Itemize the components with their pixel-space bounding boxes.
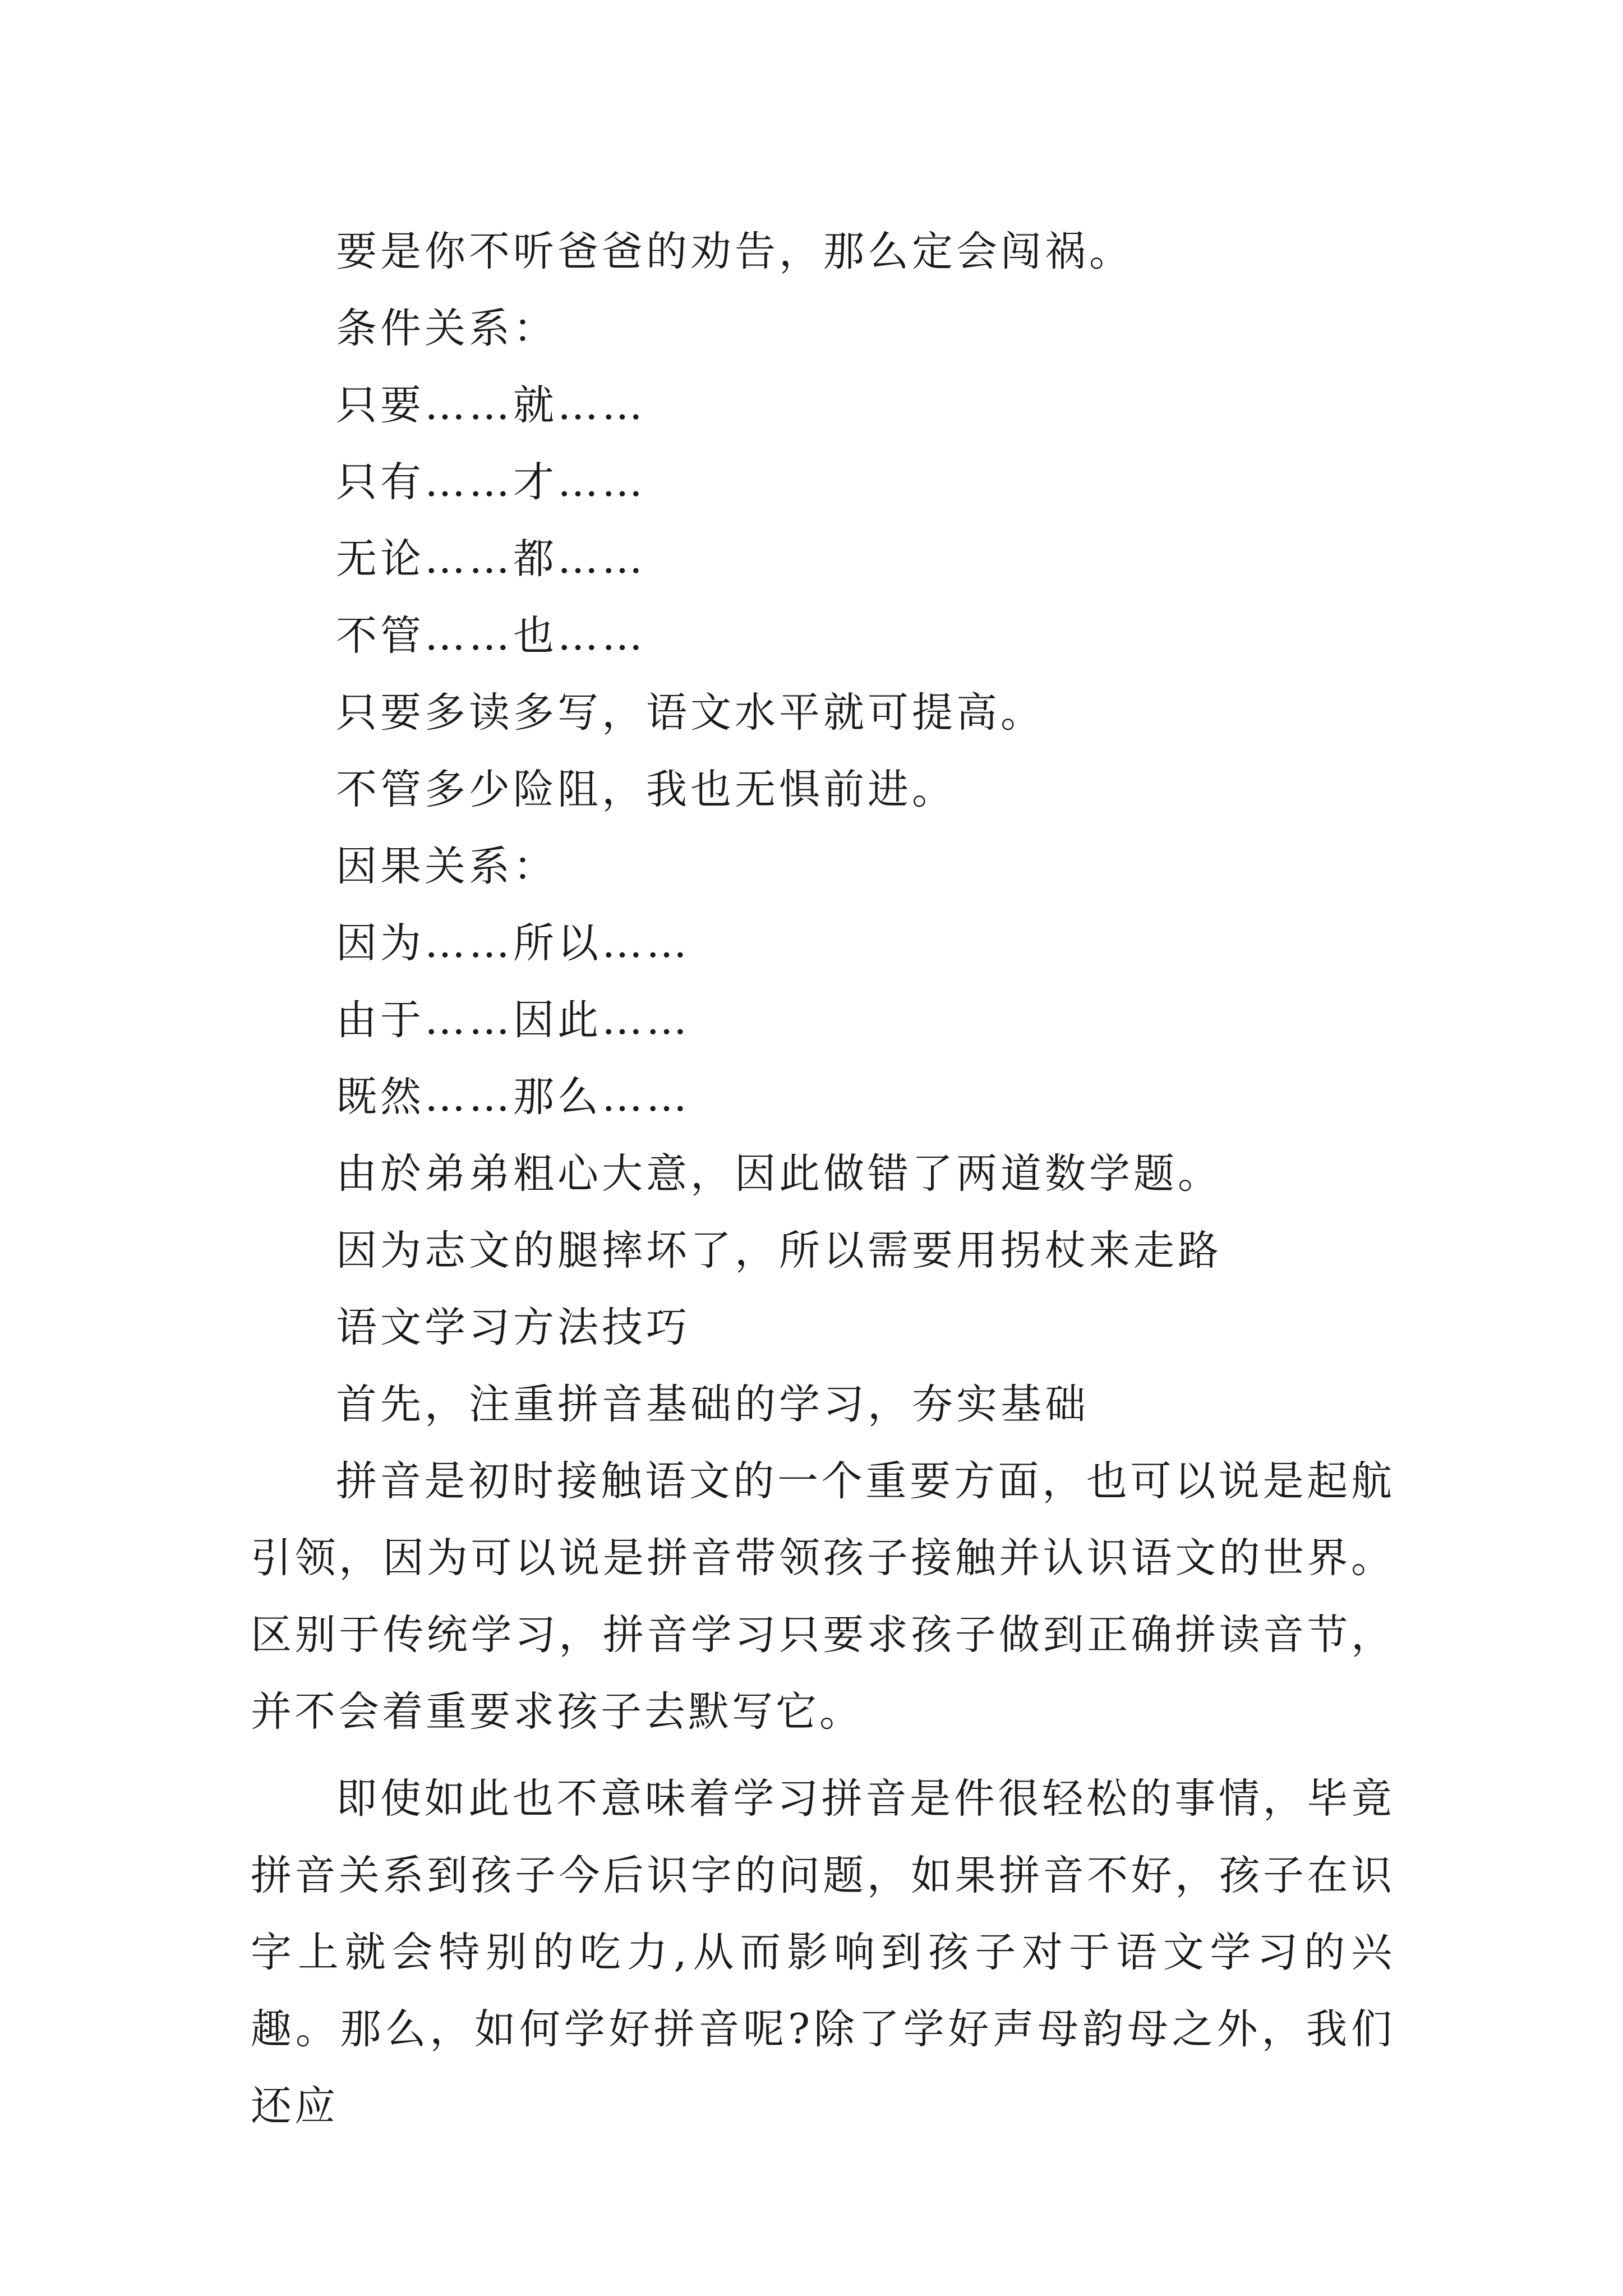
section-heading-cause: 因果关系： — [336, 843, 557, 890]
text-line: 只要……就…… — [336, 381, 646, 429]
document-body — [251, 213, 1395, 2145]
text-line: 不管多少险阻，我也无惧前进。 — [336, 766, 956, 813]
text-line: 因为……所以…… — [336, 919, 690, 967]
line-list — [251, 213, 1395, 1443]
text-line: 无论……都…… — [336, 535, 646, 583]
paragraph: 拼音是初时接触语文的一个重要方面，也可以说是起航引领，因为可以说是拼音带领孩子接触并认识语文的世界。区别于传统学习，拼音学习只要求孩子做到正确拼读音节，并不会着重要求孩子去默写它。 — [251, 1457, 1395, 1736]
text-line: 只要多读多写，语文水平就可提高。 — [336, 689, 1045, 737]
section-heading-methods: 语文学习方法技巧 — [336, 1304, 690, 1351]
text-line: 首先，注重拼音基础的学习，夯实基础 — [336, 1381, 1089, 1428]
text-line: 要是你不听爸爸的劝告，那么定会闯祸。 — [336, 228, 1133, 275]
text-line: 由於弟弟粗心大意，因此做错了两道数学题。 — [336, 1150, 1222, 1198]
text-line: 只有……才…… — [336, 458, 646, 506]
paragraph: 即使如此也不意味着学习拼音是件很轻松的事情，毕竟拼音关系到孩子今后识字的问题，如果拼音不好，孩子在识字上就会特别的吃力,从而影响到孩子对于语文学习的兴趣。那么，如何学好拼音呢?除了学好声母韵母之外，我们还应 — [251, 1775, 1395, 2130]
text-line: 既然……那么…… — [336, 1073, 690, 1121]
text-line: 因为志文的腿摔坏了，所以需要用拐杖来走路 — [336, 1227, 1222, 1274]
text-line: 不管……也…… — [336, 612, 646, 660]
text-line: 由于……因此…… — [336, 996, 690, 1044]
section-heading-condition: 条件关系： — [336, 305, 557, 352]
